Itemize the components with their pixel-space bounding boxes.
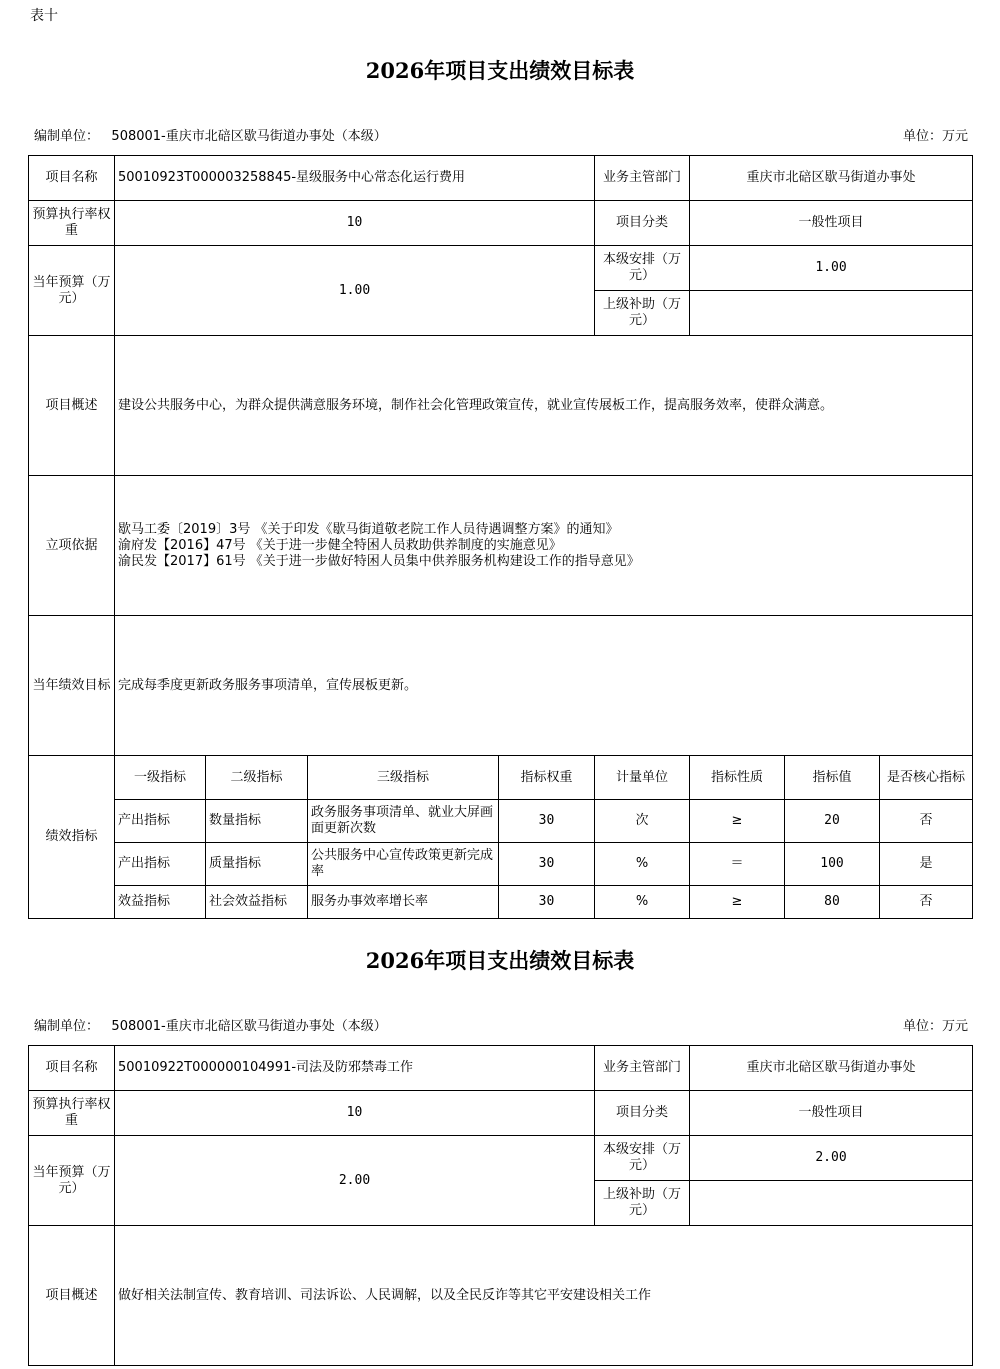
org-value: 508001-重庆市北碚区歇马街道办事处（本级） <box>111 1019 387 1034</box>
basis-line: 渝府发【2016】47号 《关于进一步健全特困人员救助供养制度的实施意见》 <box>118 537 562 553</box>
dept-value: 重庆市北碚区歇马街道办事处 <box>690 1046 973 1091</box>
form-title: 2026年项目支出绩效目标表 <box>365 58 635 83</box>
budget-label: 当年预算（万元） <box>29 246 115 336</box>
goal-label: 当年绩效目标 <box>29 616 115 756</box>
project-name-value: 50010923T000003258845-星级服务中心常态化运行费用 <box>115 156 595 201</box>
currency-label: 单位：万元 <box>902 129 968 144</box>
category-value: 一般性项目 <box>690 201 973 246</box>
budget-value: 1.00 <box>115 246 595 336</box>
indicator-cell: 80 <box>785 886 880 919</box>
indicator-cell: 数量指标 <box>206 800 308 843</box>
indicator-cell: % <box>595 886 690 919</box>
category-label: 项目分类 <box>595 1091 690 1136</box>
budget-value: 2.00 <box>115 1136 595 1226</box>
superior-subsidy-label: 上级补助（万元） <box>595 291 690 336</box>
indicator-row <box>29 800 973 843</box>
form-title: 2026年项目支出绩效目标表 <box>365 948 635 973</box>
own-arrangement-value: 1.00 <box>690 246 973 291</box>
category-value: 一般性项目 <box>690 1091 973 1136</box>
indicator-cell: 公共服务中心宣传政策更新完成率 <box>308 843 499 886</box>
indicator-cell: 产出指标 <box>115 843 206 886</box>
project-name-label: 项目名称 <box>29 156 115 201</box>
project-name-label: 项目名称 <box>29 1046 115 1091</box>
dept-value: 重庆市北碚区歇马街道办事处 <box>690 156 973 201</box>
indicator-cell: 20 <box>785 800 880 843</box>
weight-label: 预算执行率权重 <box>29 1091 115 1136</box>
indicator-cell: 政务服务事项清单、就业大屏画面更新次数 <box>308 800 499 843</box>
org-line <box>34 125 387 144</box>
weight-label: 预算执行率权重 <box>29 201 115 246</box>
indicator-cell: 30 <box>499 843 595 886</box>
indicator-cell: 否 <box>880 886 973 919</box>
own-arrangement-value: 2.00 <box>690 1136 973 1181</box>
weight-value: 10 <box>115 1091 595 1136</box>
basis-line: 渝民发【2017】61号 《关于进一步做好特困人员集中供养服务机构建设工作的指导意见》 <box>118 553 640 569</box>
indicator-cell: 社会效益指标 <box>206 886 308 919</box>
superior-subsidy-value <box>690 1181 973 1226</box>
superior-subsidy-label: 上级补助（万元） <box>595 1181 690 1226</box>
indicator-cell: 质量指标 <box>206 843 308 886</box>
indicator-row <box>29 886 973 919</box>
indicator-cell: ≥ <box>690 886 785 919</box>
indicator-cell: 否 <box>880 800 973 843</box>
weight-value: 10 <box>115 201 595 246</box>
dept-label: 业务主管部门 <box>595 156 690 201</box>
indicator-header: 一级指标 <box>115 756 206 800</box>
overview-label: 项目概述 <box>29 1226 115 1366</box>
indicator-cell: 100 <box>785 843 880 886</box>
org-line <box>34 1015 387 1034</box>
indicator-cell: 30 <box>499 886 595 919</box>
indicators-label: 绩效指标 <box>29 756 115 919</box>
org-value: 508001-重庆市北碚区歇马街道办事处（本级） <box>111 129 387 144</box>
indicator-cell: 30 <box>499 800 595 843</box>
basis-label: 立项依据 <box>29 476 115 616</box>
performance-table <box>28 1045 973 1366</box>
indicator-cell: ≥ <box>690 800 785 843</box>
own-arrangement-label: 本级安排（万元） <box>595 1136 690 1181</box>
indicator-header: 三级指标 <box>308 756 499 800</box>
overview-label: 项目概述 <box>29 336 115 476</box>
performance-table <box>28 155 973 919</box>
category-label: 项目分类 <box>595 201 690 246</box>
indicator-cell: % <box>595 843 690 886</box>
budget-label: 当年预算（万元） <box>29 1136 115 1226</box>
basis-line: 歇马工委〔2019〕3号 《关于印发《歇马街道敬老院工作人员待遇调整方案》的通知》 <box>118 521 619 537</box>
own-arrangement-label: 本级安排（万元） <box>595 246 690 291</box>
basis-value <box>115 476 973 616</box>
indicator-header: 计量单位 <box>595 756 690 800</box>
indicator-cell: 产出指标 <box>115 800 206 843</box>
superior-subsidy-value <box>690 291 973 336</box>
indicator-row <box>29 843 973 886</box>
overview-value: 建设公共服务中心，为群众提供满意服务环境，制作社会化管理政策宣传，就业宣传展板工作，提高服务效率，使群众满意。 <box>115 336 973 476</box>
indicator-header: 指标值 <box>785 756 880 800</box>
indicator-header: 指标权重 <box>499 756 595 800</box>
indicator-cell: 是 <box>880 843 973 886</box>
dept-label: 业务主管部门 <box>595 1046 690 1091</box>
indicator-cell: ＝ <box>690 843 785 886</box>
project-name-value: 50010922T000000104991-司法及防邪禁毒工作 <box>115 1046 595 1091</box>
overview-value: 做好相关法制宣传、教育培训、司法诉讼、人民调解，以及全民反诈等其它平安建设相关工作 <box>115 1226 973 1366</box>
indicator-cell: 效益指标 <box>115 886 206 919</box>
org-label: 编制单位： <box>34 1019 100 1034</box>
indicator-cell: 服务办事效率增长率 <box>308 886 499 919</box>
page-label: 表十 <box>30 8 58 24</box>
currency-label: 单位：万元 <box>902 1019 968 1034</box>
indicator-cell: 次 <box>595 800 690 843</box>
goal-value: 完成每季度更新政务服务事项清单，宣传展板更新。 <box>115 616 973 756</box>
org-label: 编制单位： <box>34 129 100 144</box>
indicator-header: 指标性质 <box>690 756 785 800</box>
indicator-header: 二级指标 <box>206 756 308 800</box>
indicator-header: 是否核心指标 <box>880 756 973 800</box>
